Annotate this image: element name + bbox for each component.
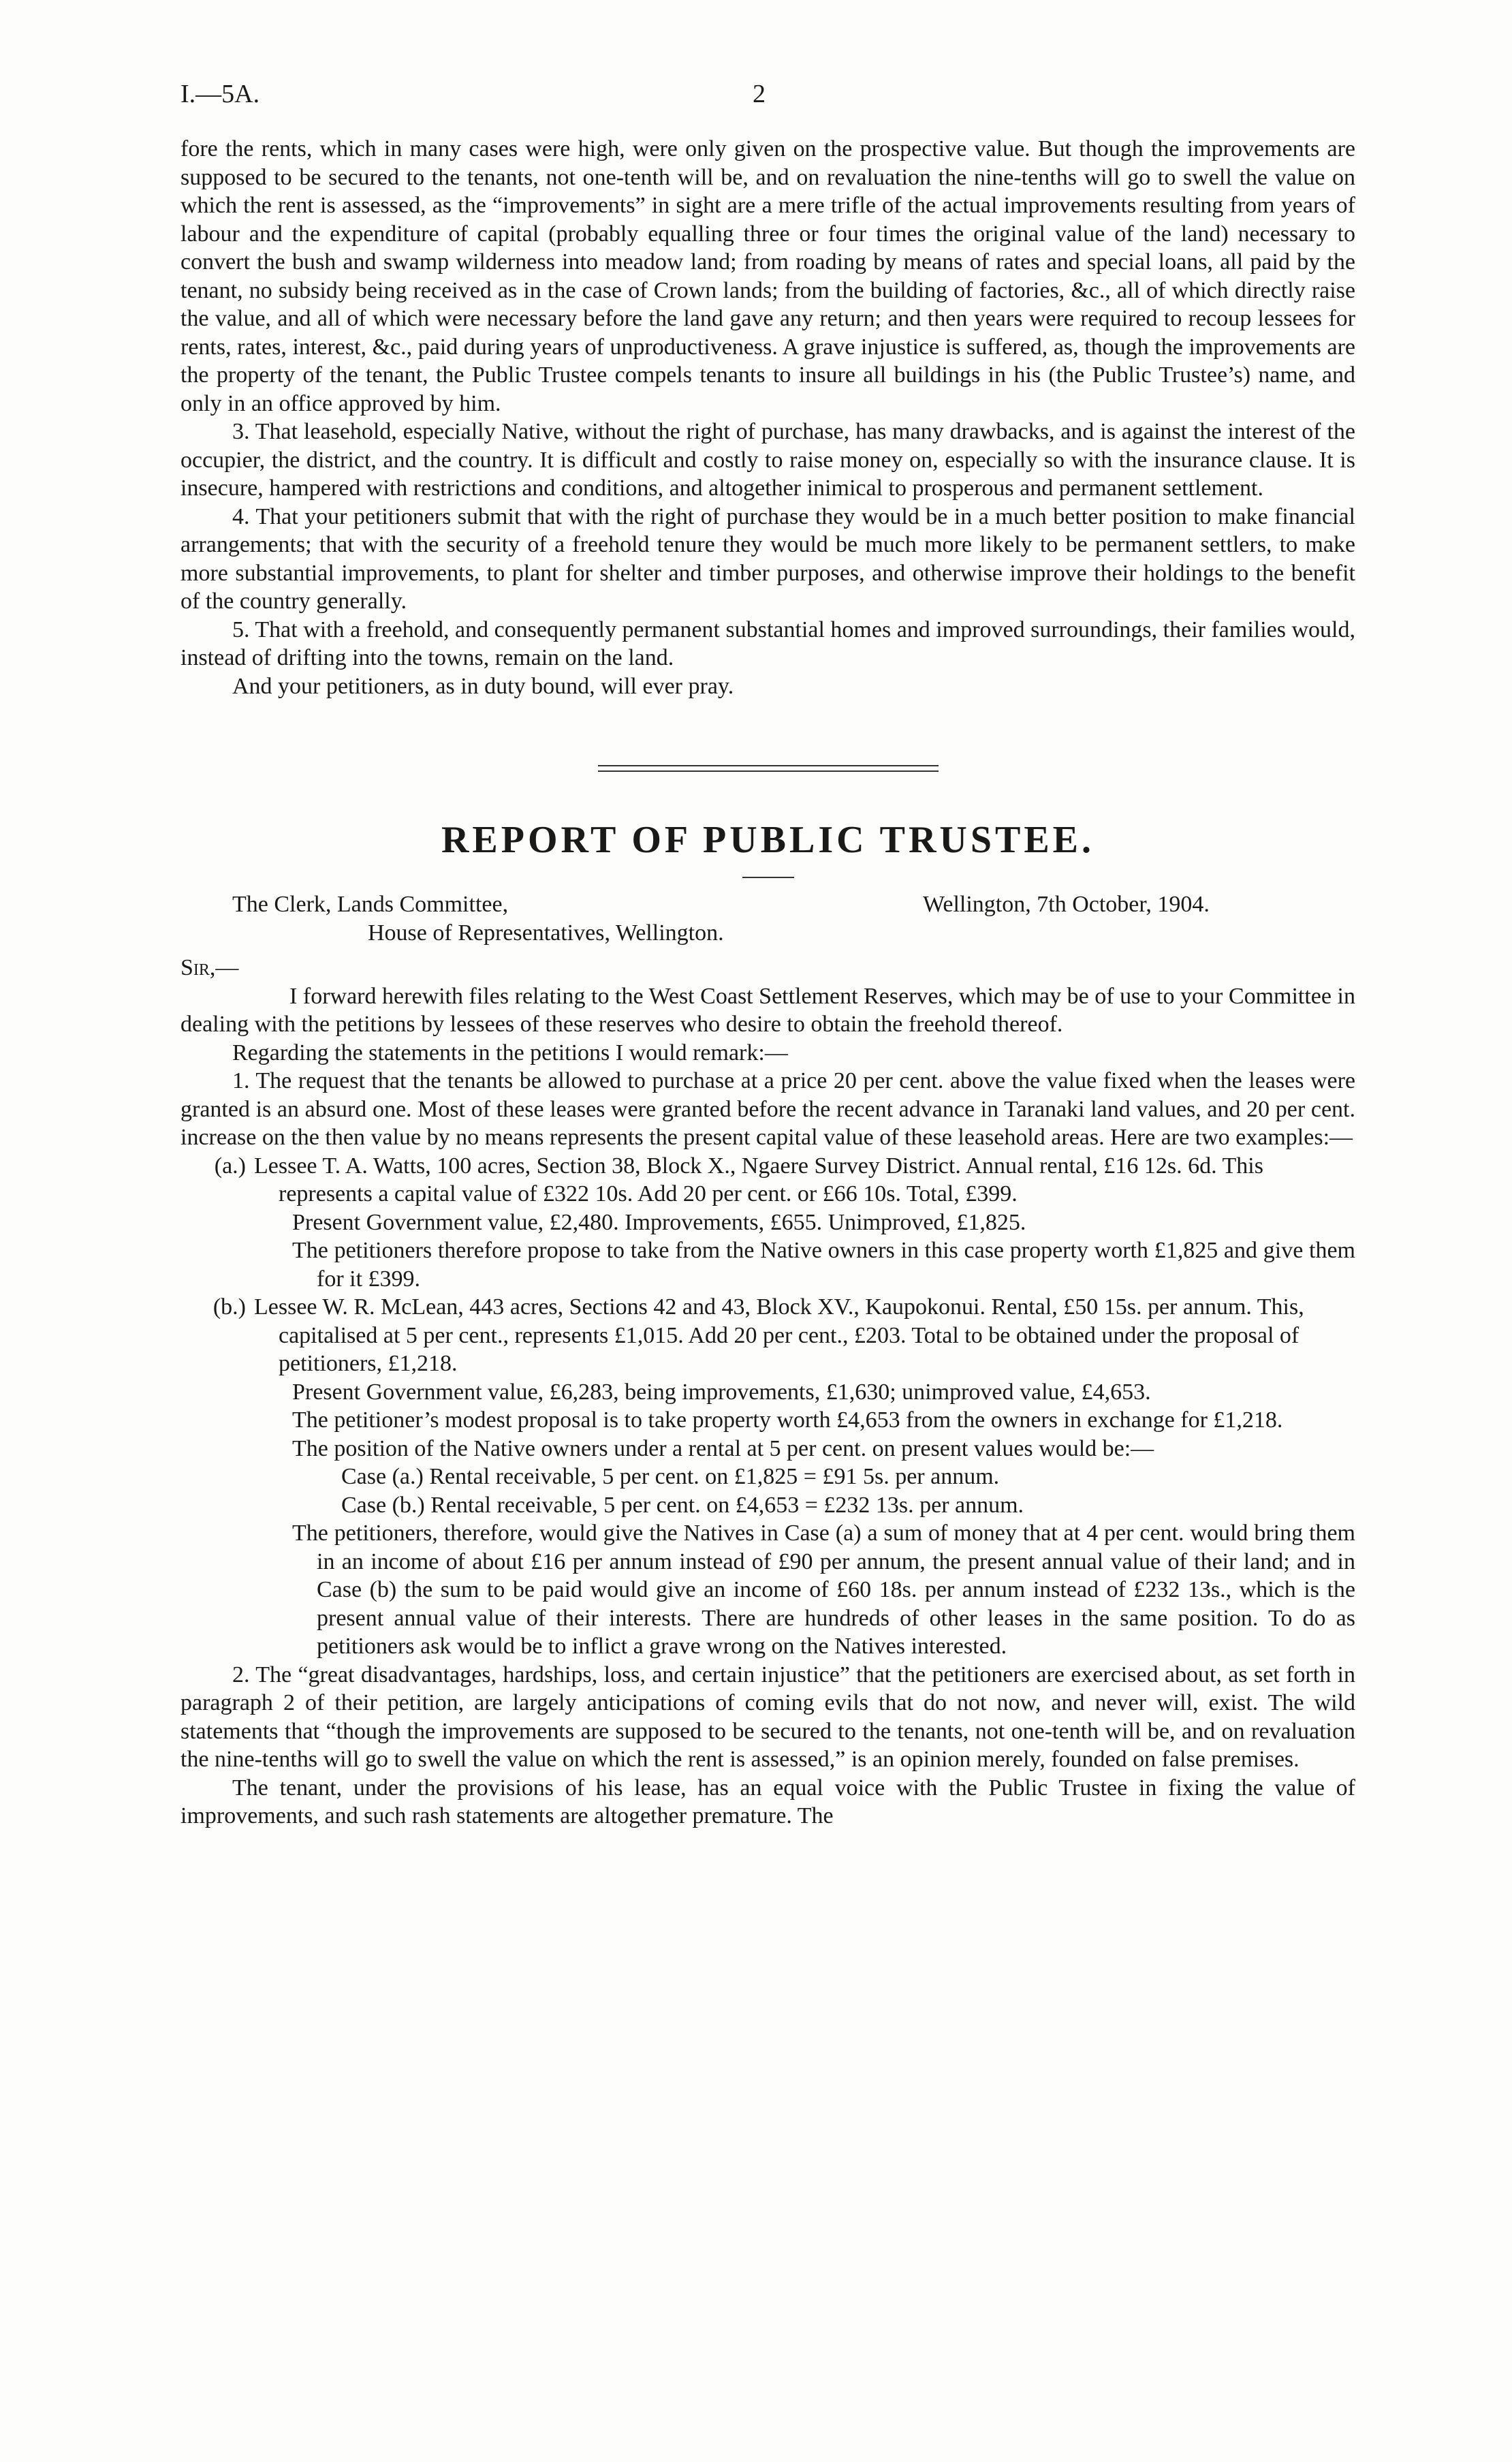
page-number: 2 (753, 80, 766, 108)
example-b (180, 1293, 1355, 1378)
petition-closing: And your petitioners, as in duty bound, will ever pray. (232, 673, 734, 699)
addressee-line-1: The Clerk, Lands Committee, (232, 892, 509, 917)
petition-continued (180, 135, 1355, 700)
example-b-position: The position of the Native owners under a rental at 5 per cent. on present values would be:— (292, 1435, 1154, 1461)
example-b-modest-proposal: The petitioner’s modest proposal is to take property worth £4,653 from the owners in exchange for £1,218. (292, 1407, 1283, 1433)
title-rule (742, 877, 794, 878)
example-a (180, 1152, 1355, 1209)
example-a-proposal: The petitioners therefore propose to take from the Native owners in this case property worth £1,825 and give them for it £399. (292, 1238, 1355, 1292)
divider-line-bottom (598, 770, 939, 772)
petition-paragraph-continued: fore the rents, which in many cases were high, were only given on the prospective value. But though the improvements are supposed to be secured to the tenants, not one-tenth will be, and on revaluation the nine-tenths will go to swell the value on which the rent is assessed, as the “improvements” in sight are a mere trifle of the actual improvements resulting from years of labour and the expenditure of capital (probably equalling three or four times the original value of the land) necessary to convert the bush and swamp wilderness into meadow land; from roading by means of rates and special loans, all paid by the tenant, no subsidy being received as in the case of Crown lands; from the building of factories, &c., all of which directly raise the value, and all of which were necessary before the land gave any return; and then years were required to recoup lessees for rents, rates, interest, &c., paid during years of unproductiveness. A grave injustice is suffered, as, though the improvements are the property of the tenant, the Public Trustee compels tenants to insure all buildings in his (the Public Trustee’s) name, and only in an office approved by him. (180, 136, 1355, 416)
report-paragraph-2: 2. The “great disadvantages, hardships, loss, and certain injustice” that the petitioners are exercised about, as set forth in paragraph 2 of their petition, are largely anticipations of coming evils that do not now, and never will, exist. The wild statements that “though the improvements are supposed to be secured to the tenants, not one-tenth will be, and on revaluation the nine-tenths will go to swell the value on which the rent is assessed,” is an opinion merely, founded on false premises. (180, 1662, 1355, 1772)
divider-line-top (598, 765, 939, 766)
example-a-label: (a.) (214, 1153, 246, 1179)
salutation: Sir,— (180, 955, 239, 980)
running-head (180, 80, 1355, 116)
case-a-rental: Case (a.) Rental receivable, 5 per cent. on £1,825 = £91 5s. per annum. (341, 1464, 1000, 1489)
example-b-conclusion: The petitioners, therefore, would give the Natives in Case (a) a sum of money that at 4 per cent. would bring them in an income of about £16 per annum instead of £90 per annum, the present annual value of their land; and in Case (b) the sum to be paid would give an income of £60 18s. per annum instead of £232 13s., which is the present annual value of their interests. There are hundreds of other leases in the same position. To do as petitioners ask would be to inflict a grave wrong on the Natives interested. (292, 1521, 1355, 1659)
public-trustee-report (180, 820, 1355, 1830)
example-b-text: Lessee W. R. McLean, 443 acres, Sections 42 and 43, Block XV., Kaupokonui. Rental, £50 15s. per annum. This, capitalised at 5 per cent., represents £1,015. Add 20 per cent., £203. Total to be obtained under the proposal of petitioners, £1,218. (254, 1294, 1304, 1376)
report-paragraph-tenant: The tenant, under the provisions of his lease, has an equal voice with the Public Trustee in fixing the value of improvements, and such rash statements are altogether premature. The (180, 1775, 1355, 1828)
report-paragraph-forward: I forward herewith files relating to the West Coast Settlement Reserves, which may be of use to your Committee in dealing with the petitions by lessees of these reserves who desire to obtain the freehold thereof. (180, 983, 1355, 1037)
address-block (180, 890, 1355, 919)
petition-paragraph-3: 3. That leasehold, especially Native, without the right of purchase, has many drawbacks, and is against the interest of the occupier, the district, and the country. It is difficult and costly to raise money on, especially so with the insurance clause. It is insecure, hampered with restrictions and conditions, and altogether inimical to prosperous and permanent settlement. (180, 419, 1355, 501)
petition-paragraph-4: 4. That your petitioners submit that with the right of purchase they would be in a much better position to make financial arrangements; that with the security of a freehold tenure they would be much more likely to be permanent settlers, to make more substantial improvements, to plant for shelter and timber purposes, and otherwise improve their holdings to the benefit of the country generally. (180, 503, 1355, 614)
report-paragraph-1: 1. The request that the tenants be allowed to purchase at a price 20 per cent. above the value fixed when the leases were granted is an absurd one. Most of these leases were granted before the recent advance in Taranaki land values, and 20 per cent. increase on the then value by no means represents the present capital value of these leasehold areas. Here are two examples:— (180, 1068, 1355, 1150)
report-title: REPORT OF PUBLIC TRUSTEE. (441, 819, 1095, 861)
case-b-rental: Case (b.) Rental receivable, 5 per cent. on £4,653 = £232 13s. per annum. (341, 1492, 1024, 1518)
petition-paragraph-5: 5. That with a freehold, and consequently permanent substantial homes and improved surroundings, their families would, instead of drifting into the towns, remain on the land. (180, 617, 1355, 670)
example-a-present-value: Present Government value, £2,480. Improvements, £655. Unimproved, £1,825. (292, 1209, 1026, 1235)
place-date: Wellington, 7th October, 1904. (923, 892, 1210, 917)
section-divider (598, 765, 939, 772)
document-reference: I.—5A. (180, 80, 260, 108)
report-paragraph-regarding: Regarding the statements in the petitions I would remark:— (232, 1040, 788, 1065)
example-a-text: Lessee T. A. Watts, 100 acres, Section 38, Block X., Ngaere Survey District. Annual rental, £16 12s. 6d. This represents a capital value of £322 10s. Add 20 per cent. or £66 10s. Total, £399. (254, 1153, 1263, 1206)
addressee-line-2: House of Representatives, Wellington. (368, 920, 724, 946)
example-b-present-value: Present Government value, £6,283, being improvements, £1,630; unimproved value, £4,653. (292, 1379, 1151, 1405)
example-b-label: (b.) (212, 1294, 246, 1320)
